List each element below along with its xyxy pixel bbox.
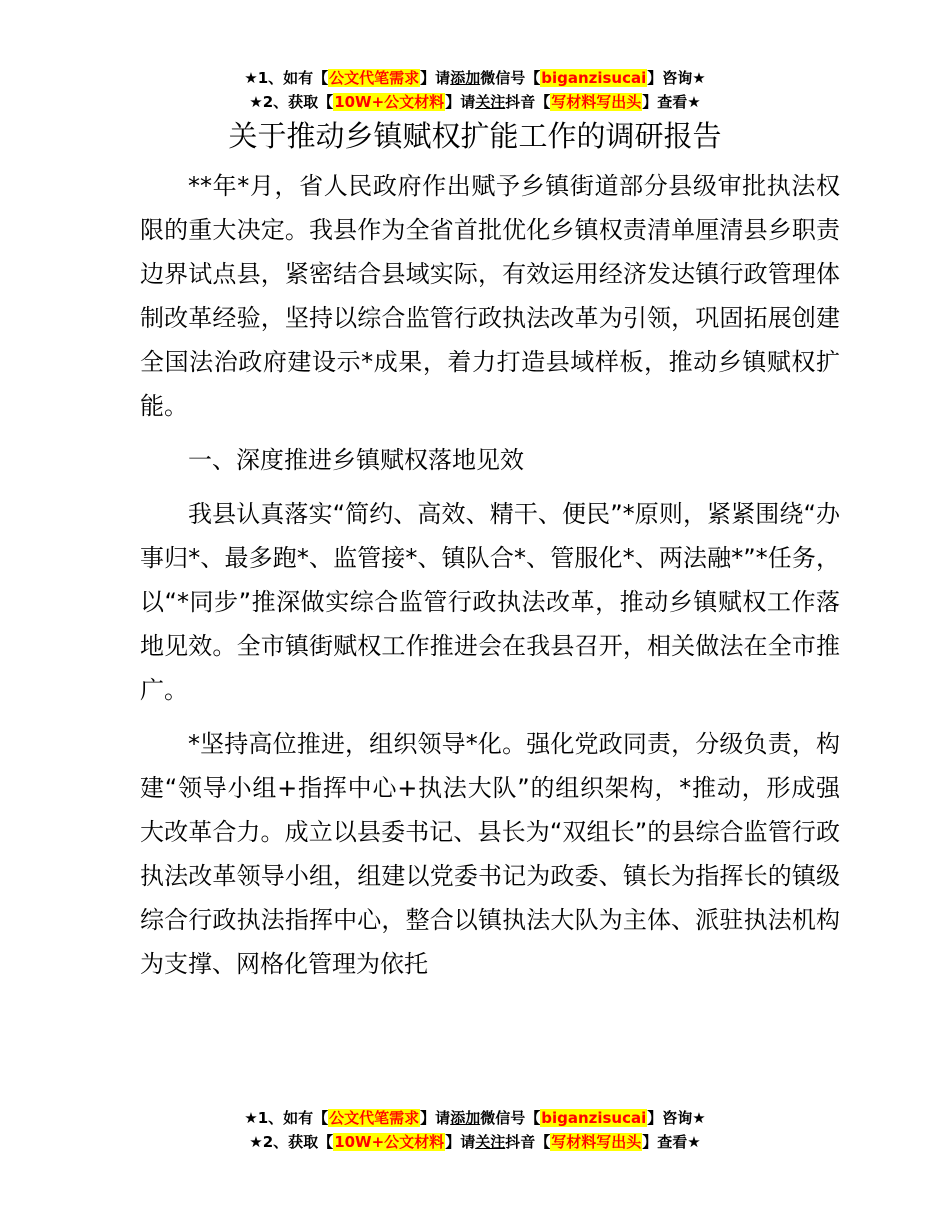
promo-text: 】请 bbox=[420, 69, 451, 87]
promo-text: 微信号【 bbox=[480, 1109, 541, 1127]
promo-text: 抖音【 bbox=[505, 93, 551, 111]
promo-banner-bottom bbox=[0, 1106, 950, 1154]
promo-text: 】查看★ bbox=[642, 1133, 701, 1151]
promo-highlight: biganzisucai bbox=[541, 1109, 647, 1127]
promo-text: 微信号【 bbox=[480, 69, 541, 87]
promo-text: ★1、如有【 bbox=[244, 69, 329, 87]
promo-underlined: 关注 bbox=[475, 1133, 506, 1151]
promo-underlined: 添加 bbox=[450, 69, 481, 87]
promo-text: ★2、获取【 bbox=[249, 1133, 334, 1151]
promo-line-2 bbox=[0, 1130, 950, 1154]
promo-text: 】咨询★ bbox=[647, 69, 706, 87]
promo-text: 】咨询★ bbox=[647, 1109, 706, 1127]
promo-text: 】查看★ bbox=[642, 93, 701, 111]
section-heading: 一、深度推进乡镇赋权落地见效 bbox=[188, 446, 524, 474]
promo-text: 】请 bbox=[445, 1133, 476, 1151]
promo-text: ★2、获取【 bbox=[249, 93, 334, 111]
promo-underlined: 添加 bbox=[450, 1109, 481, 1127]
promo-highlight: 写材料写出头 bbox=[551, 93, 642, 111]
promo-text: 抖音【 bbox=[505, 1133, 551, 1151]
promo-line-2 bbox=[0, 90, 950, 114]
promo-line-1 bbox=[0, 66, 950, 90]
promo-text: ★1、如有【 bbox=[244, 1109, 329, 1127]
promo-highlight: 10W+公文材料 bbox=[334, 93, 445, 111]
promo-underlined: 关注 bbox=[475, 93, 506, 111]
promo-text: 】请 bbox=[420, 1109, 451, 1127]
promo-highlight: 10W+公文材料 bbox=[334, 1133, 445, 1151]
promo-highlight: 公文代笔需求 bbox=[329, 69, 420, 87]
promo-highlight: 公文代笔需求 bbox=[329, 1109, 420, 1127]
promo-line-1 bbox=[0, 1106, 950, 1130]
promo-highlight: 写材料写出头 bbox=[551, 1133, 642, 1151]
paragraph: *坚持高位推进，组织领导*化。强化党政同责，分级负责，构建“领导小组+指挥中心+执法大队”的组织架构，*推动，形成强大改革合力。成立以县委书记、县长为“双组长”的县综合监管行政执法改革领导小组，组建以党委书记为政委、镇长为指挥长的镇级综合行政执法指挥中心，整合以镇执法大队为主体、派驻执法机构为支撑、网格化管理为依托 bbox=[140, 730, 840, 978]
document-body bbox=[140, 164, 840, 996]
document-title: 关于推动乡镇赋权扩能工作的调研报告 bbox=[228, 119, 722, 153]
promo-banner-top bbox=[0, 66, 950, 114]
promo-text: 】请 bbox=[445, 93, 476, 111]
paragraph: 我县认真落实“简约、高效、精干、便民”*原则，紧紧围绕“办事归*、最多跑*、监管接*、镇队合*、管服化*、两法融*”*任务，以“*同步”推深做实综合监管行政执法改革，推动乡镇赋权工作落地见效。全市镇街赋权工作推进会在我县召开，相关做法在全市推广。 bbox=[140, 500, 840, 704]
paragraph: **年*月，省人民政府作出赋予乡镇街道部分县级审批执法权限的重大决定。我县作为全省首批优化乡镇权责清单厘清县乡职责边界试点县，紧密结合县域实际，有效运用经济发达镇行政管理体制改革经验，坚持以综合监管行政执法改革为引领，巩固拓展创建全国法治政府建设示*成果，着力打造县域样板，推动乡镇赋权扩能。 bbox=[140, 172, 840, 420]
promo-highlight: biganzisucai bbox=[541, 69, 647, 87]
